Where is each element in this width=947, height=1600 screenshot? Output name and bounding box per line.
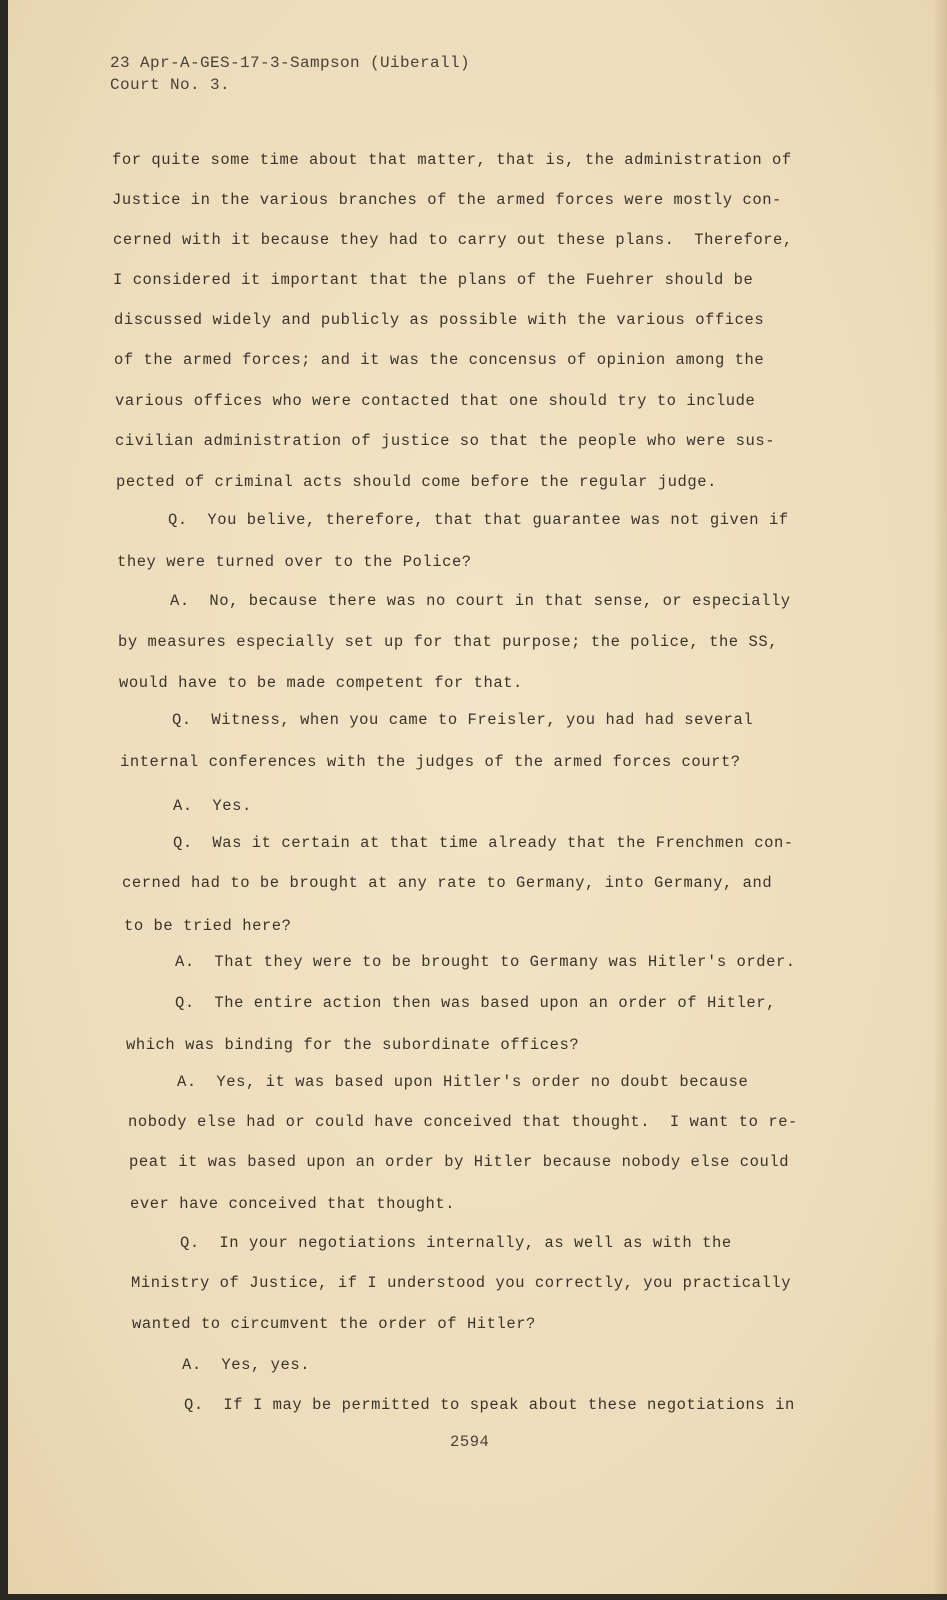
page-edge-shadow — [933, 0, 947, 1594]
text-line: Ministry of Justice, if I understood you correctly, you practically — [131, 1274, 792, 1292]
question-line: Q. You belive, therefore, that that guarantee was not given if — [168, 511, 789, 529]
page-number: 2594 — [450, 1433, 490, 1451]
text-line: discussed widely and publicly as possible with the various offices — [114, 311, 765, 329]
text-line: I considered it important that the plans of the Fuehrer should be — [113, 271, 754, 289]
text-line: wanted to circumvent the order of Hitler? — [132, 1315, 536, 1333]
text-line: various offices who were contacted that one should try to include — [115, 392, 756, 410]
text-line: nobody else had or could have conceived that thought. I want to re- — [128, 1113, 798, 1131]
text-line: peat it was based upon an order by Hitler because nobody else could — [129, 1153, 790, 1171]
question-line: Q. Was it certain at that time already that the Frenchmen con- — [173, 834, 794, 852]
text-line: Justice in the various branches of the armed forces were mostly con- — [112, 191, 782, 209]
text-line: cerned had to be brought at any rate to Germany, into Germany, and — [122, 874, 773, 892]
text-line: civilian administration of justice so that the people who were sus- — [115, 432, 776, 450]
answer-line: A. That they were to be brought to Germany was Hitler's order. — [175, 953, 796, 971]
text-line: by measures especially set up for that purpose; the police, the SS, — [118, 633, 779, 651]
question-line: Q. Witness, when you came to Freisler, you had had several — [172, 711, 754, 729]
text-line: for quite some time about that matter, that is, the administration of — [112, 151, 792, 169]
text-line: cerned with it because they had to carry out these plans. Therefore, — [113, 231, 793, 249]
text-line: would have to be made competent for that. — [119, 674, 523, 692]
text-line: internal conferences with the judges of the armed forces court? — [120, 753, 741, 771]
text-line: of the armed forces; and it was the concensus of opinion among the — [114, 351, 765, 369]
question-line: Q. The entire action then was based upon an order of Hitler, — [175, 994, 776, 1012]
answer-line: A. Yes, it was based upon Hitler's order no doubt because — [177, 1073, 749, 1091]
text-line: pected of criminal acts should come before the regular judge. — [116, 473, 717, 491]
text-line: which was binding for the subordinate offices? — [126, 1036, 580, 1054]
header-case-reference: 23 Apr-A-GES-17-3-Sampson (Uiberall) — [110, 54, 471, 72]
question-line: Q. In your negotiations internally, as well as with the — [180, 1234, 732, 1252]
answer-line: A. No, because there was no court in that sense, or especially — [170, 592, 791, 610]
text-line: to be tried here? — [124, 917, 292, 935]
header-court-number: Court No. 3. — [110, 76, 231, 94]
answer-line: A. Yes, yes. — [182, 1356, 311, 1374]
answer-line: A. Yes. — [173, 797, 252, 815]
text-line: they were turned over to the Police? — [117, 553, 472, 571]
text-line: ever have conceived that thought. — [130, 1195, 456, 1213]
question-line: Q. If I may be permitted to speak about these negotiations in — [184, 1396, 795, 1414]
